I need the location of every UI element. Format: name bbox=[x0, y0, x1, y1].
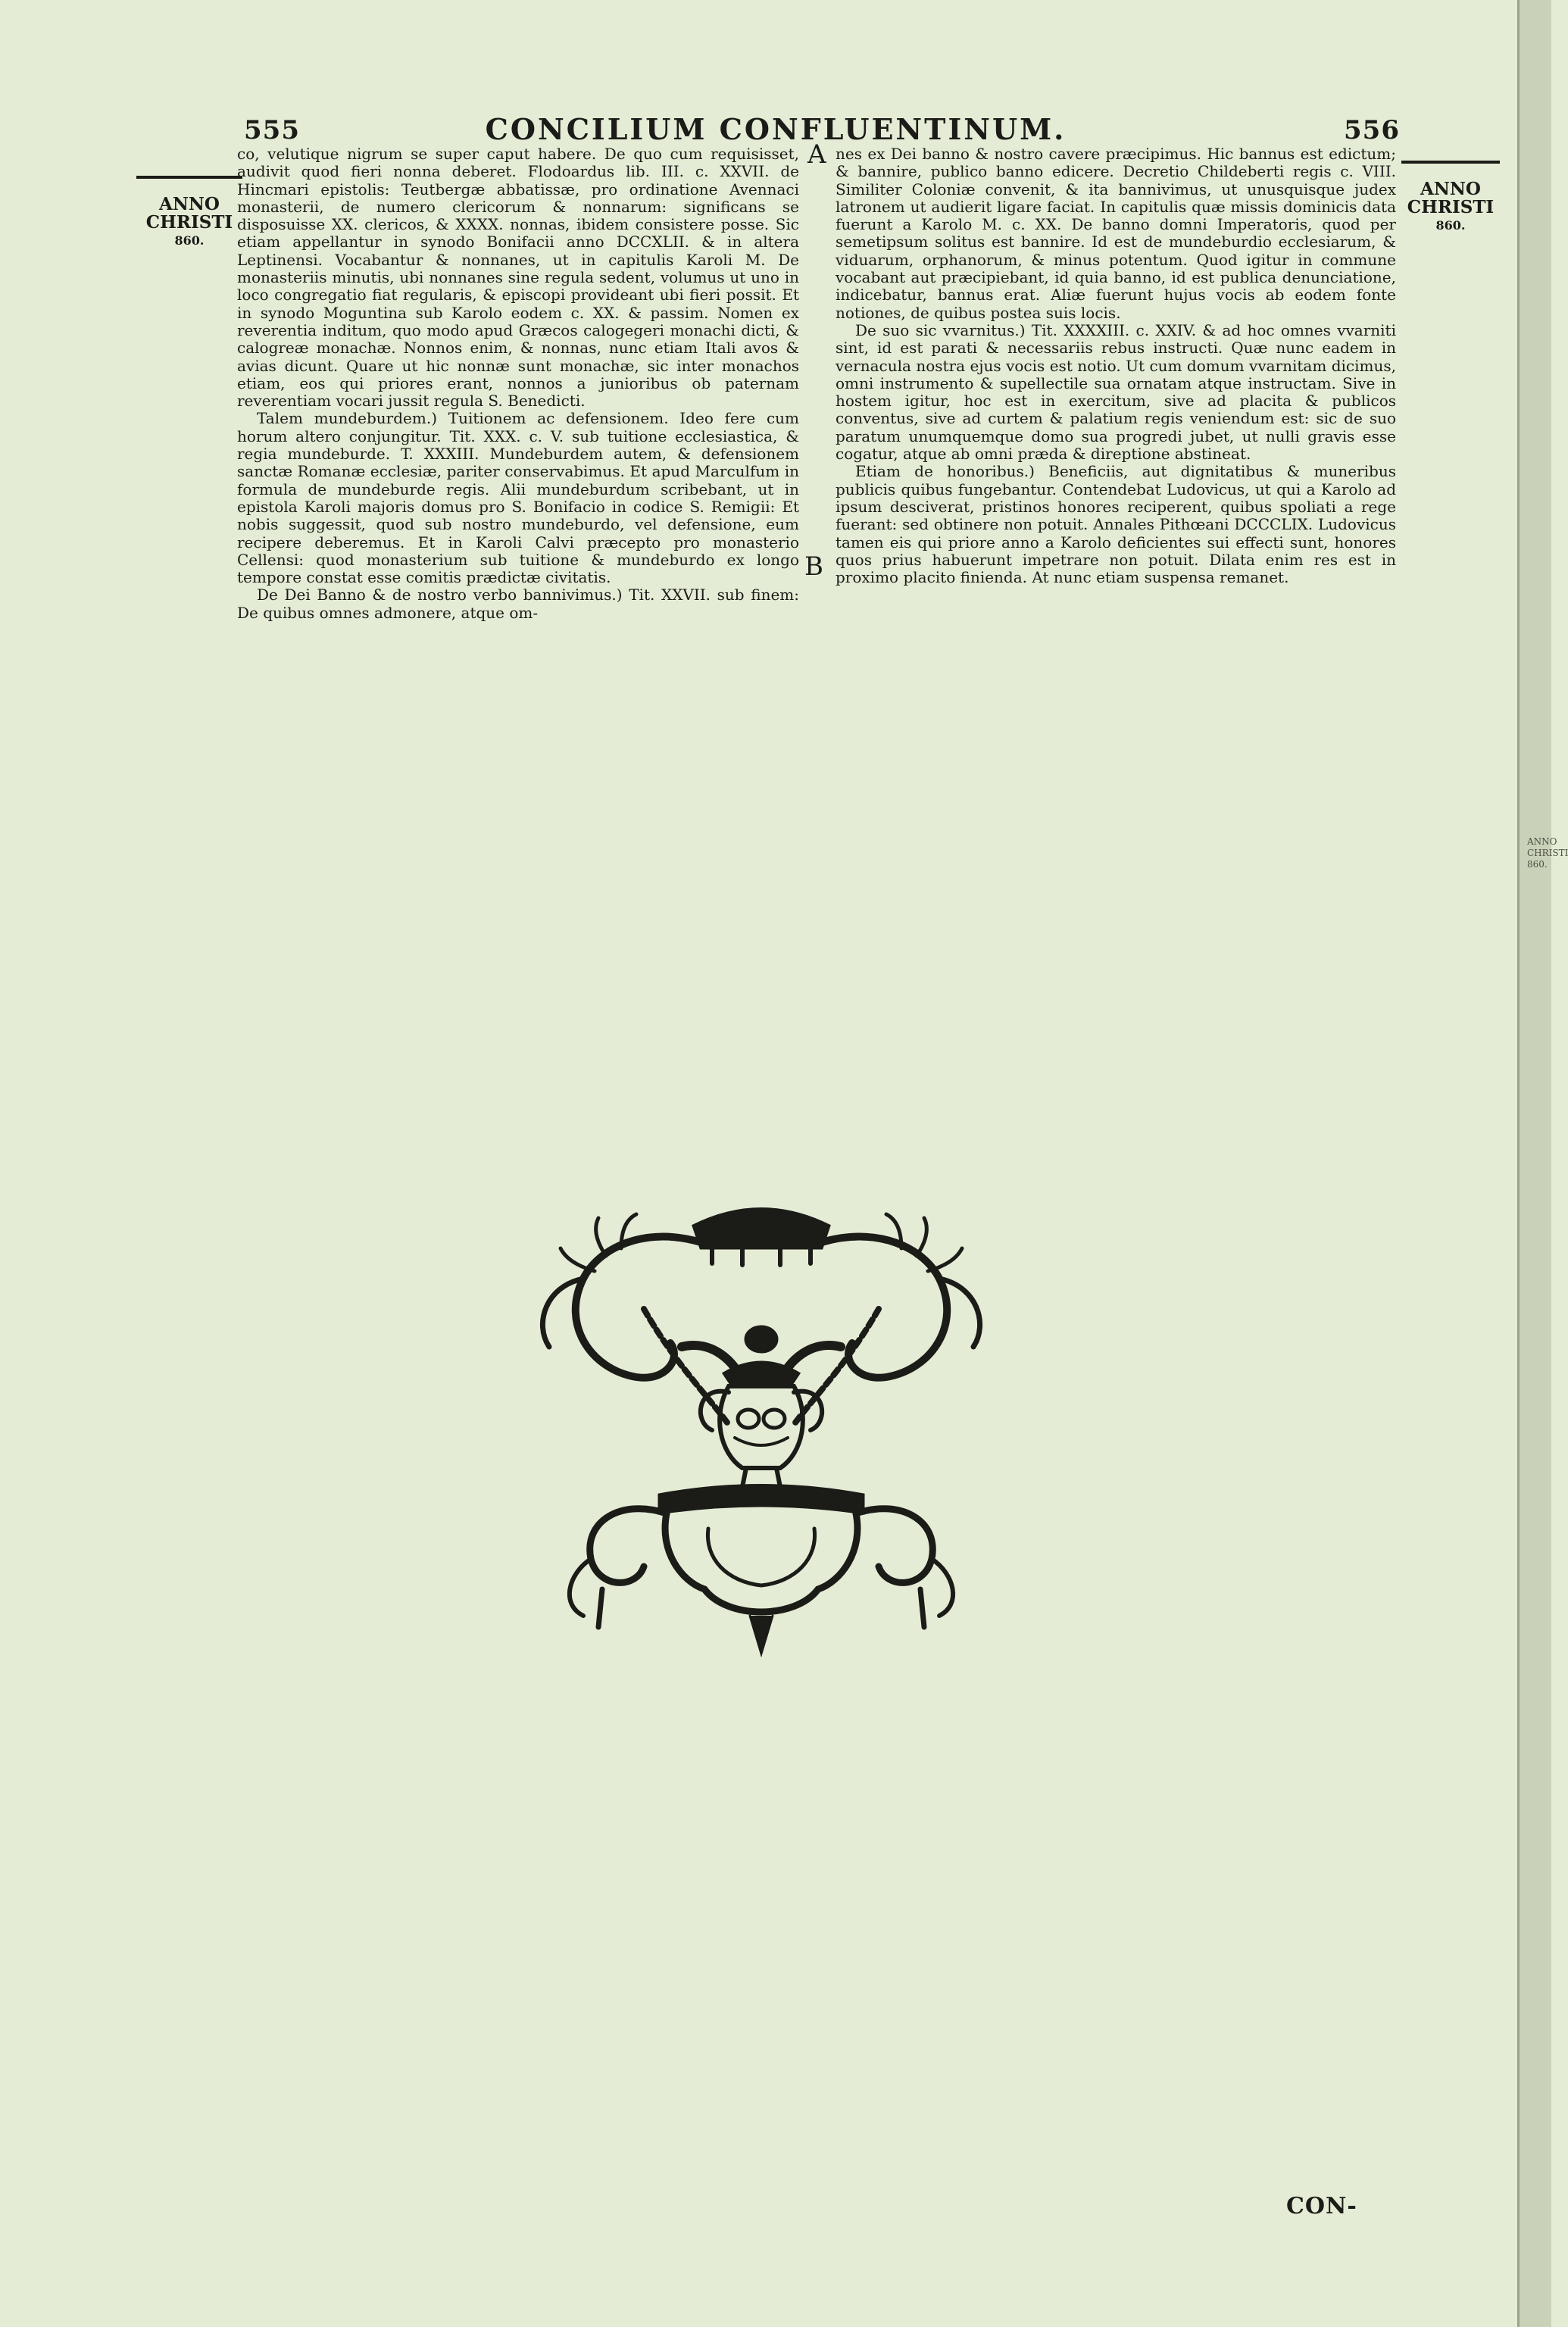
margin-anno-left: ANNO bbox=[159, 194, 220, 214]
section-marker-a: A bbox=[807, 139, 826, 170]
margin-note-right bbox=[1401, 161, 1500, 233]
running-title: CONCILIUM CONFLUENTINUM. bbox=[485, 112, 1067, 146]
left-paragraph-1: co, velutique nigrum se super caput habere. De quo cum requisisset, audivit quod fieri nonna deberet. Flodoardus lib. III. c. XXVII. de Hincmari epistolis: Teutbergæ abbatissæ, pro ordinatione Avennaci monasterii, de numero clericorum & nonnarum: significans se disposuisse XX. clericos, & XXXX. nonnas, ibidem consistere posse. Sic etiam appellantur in synodo Bonifacii anno DCCXLII. & in altera Leptinensi. Vocabantur & nonnanes, ut in capitulis Karoli M. De monasteriis minutis, ubi nonnanes sine regula sedent, volumus ut uno in loco congregatio fiat regularis, & episcopi provideant ubi fieri possit. Et in synodo Moguntina sub Karolo eodem c. XX. & passim. Nomen ex reverentia inditum, quo modo apud Græcos calogegeri monachi dicti, & calogreæ monachæ. Nonnos enim, & nonnas, nunc etiam Itali avos & avias dicunt. Quare ut hic nonnæ sunt monachæ, sic inter monachos etiam, eos qui priores erant, nonnos a junioribus ob paternam reverentiam vocari jussit regula S. Benedicti. bbox=[237, 145, 799, 411]
catchword: CON- bbox=[1286, 2193, 1357, 2219]
next-page-edge bbox=[1517, 0, 1551, 2327]
baroque-urn-cartouche-ornament-icon bbox=[530, 1195, 992, 1659]
margin-christi-right: CHRISTI bbox=[1407, 197, 1495, 218]
section-marker-b: B bbox=[804, 551, 823, 582]
next-page-fragment-2: CHRISTI bbox=[1527, 848, 1568, 858]
page-number-right: 556 bbox=[1344, 115, 1400, 145]
left-column bbox=[237, 145, 799, 622]
margin-year-left: 860. bbox=[174, 233, 205, 248]
right-paragraph-3: Etiam de honoribus.) Beneficiis, aut dignitatibus & muneribus publicis quibus fungebantur. Contendebat Ludovicus, ut qui a Karolo ad ipsum desciverat, pristinos honores reciperent, quibus spoliati a rege fuerant: sed obtinere non potuit. Annales Pithœani DCCCLIX. Ludovicus tamen eis qui priore anno a Karolo deficientes sui effecti sunt, honores quos prius habuerunt impetrare non potuit. Dilata enim res est in proximo placito finienda. At nunc etiam suspensa remanet. bbox=[836, 462, 1396, 587]
page-number-left: 555 bbox=[244, 115, 300, 145]
margin-rule-left bbox=[136, 176, 242, 179]
margin-christi-left: CHRISTI bbox=[145, 212, 233, 233]
left-paragraph-3: De Dei Banno & de nostro verbo bannivimus.) Tit. XXVII. sub finem: De quibus omnes admonere, atque om- bbox=[237, 586, 799, 622]
next-page-edge-line bbox=[1517, 0, 1520, 2327]
margin-year-right: 860. bbox=[1435, 218, 1466, 233]
right-paragraph-2: De suo sic vvarnitus.) Tit. XXXXIII. c. XXIV. & ad hoc omnes vvarniti sint, id est parati & necessariis rebus instructi. Quæ nunc eadem in vernacula nostra ejus vocis est notio. Ut cum domum vvarnitam dicimus, omni instrumento & supellectile sua ornatam atque instructam. Sive in hostem igitur, hoc est in exercitum, sive ad placita & publicos conventus, sive ad curtem & palatium regis veniendum est: sic de suo paratum unumquemque domo sua progredi jubet, ut nulli gravis esse cogatur, atque ab omni præda & direptione abstineat. bbox=[836, 320, 1396, 464]
left-paragraph-2: Talem mundeburdem.) Tuitionem ac defensionem. Ideo fere cum horum altero conjungitur. Tit. XXX. c. V. sub tuitione ecclesiastica, & regia mundeburde. T. XXXIII. Mundeburdem autem, & defensionem sanctæ Romanæ ecclesiæ, pariter conservabimus. Et apud Marculfum in formula de mundeburde regis. Alii mundeburdum scribebant, ut in epistola Karoli majoris domus pro S. Bonifacio in codice S. Remigii: Et nobis suggessit, quod sub nostro mundeburdo, vel defensione, eum recipere deberemus. Et in Karoli Calvi præcepto pro monasterio Cellensi: quod monasterium sub tuitione & mundeburdo ex longo tempore constat esse comitis prædictæ civitatis. bbox=[237, 409, 799, 587]
next-page-fragment-3: 860. bbox=[1527, 859, 1548, 870]
margin-note-left bbox=[136, 176, 242, 248]
right-paragraph-1: nes ex Dei banno & nostro cavere præcipimus. Hic bannus est edictum; & bannire, publico banno edicere. Decretio Childeberti regis c. VIII. Similiter Coloniæ convenit, & ita bannivimus, ut unusquisque judex latronem ut audierit ligare faciat. In capitulis quæ missis dominicis data fuerunt a Karolo M. c. XX. De banno domni Imperatoris, quod per semetipsum solitus est bannire. Id est de mundeburdio ecclesiarum, & viduarum, orphanorum, & minus potentum. Quod igitur in commune vocabant aut præcipiebant, id quia banno, id est publica denunciatione, indicebatur, bannus erat. Aliæ fuerunt hujus vocis ab eodem fonte notiones, de quibus postea suis locis. bbox=[836, 145, 1396, 322]
next-page-fragment-1: ANNO bbox=[1527, 836, 1557, 847]
right-column bbox=[836, 145, 1396, 586]
margin-anno-right: ANNO bbox=[1420, 179, 1481, 199]
margin-rule-right bbox=[1401, 161, 1500, 164]
